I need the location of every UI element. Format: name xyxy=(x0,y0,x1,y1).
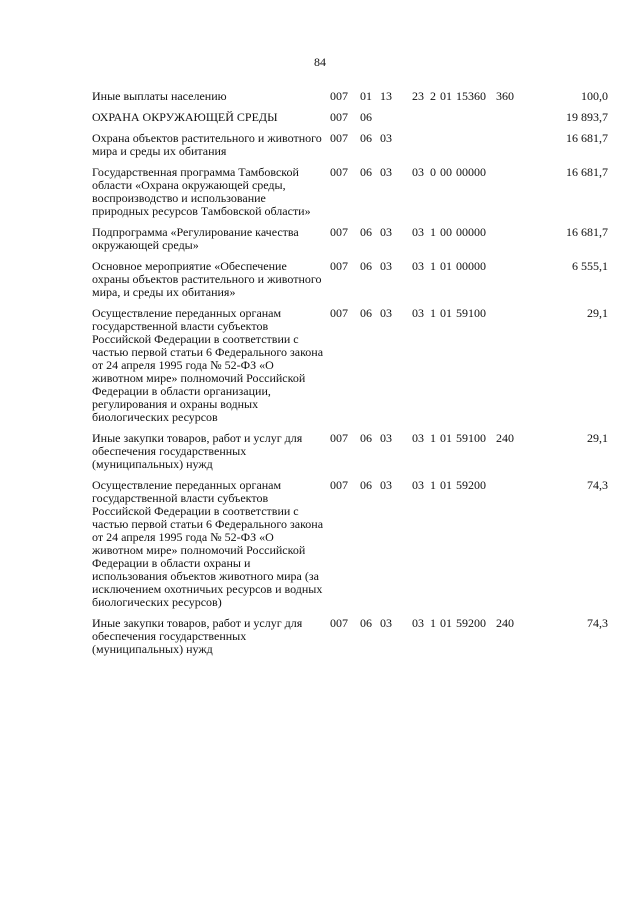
row-name: Государственная программа Тамбовской области «Охрана окружающей среды, воспроизводство и использование природных ресурсов Тамбовской области» xyxy=(92,165,311,218)
row-name: ОХРАНА ОКРУЖАЮЩЕЙ СРЕДЫ xyxy=(92,110,278,124)
table-row xyxy=(84,428,608,475)
row-target-event-code: 01 xyxy=(440,259,452,273)
row-target-subprogram-code: 1 xyxy=(430,225,436,239)
row-ved-code: 007 xyxy=(330,306,348,320)
row-subsection-code: 03 xyxy=(380,225,392,239)
row-target-direction-code: 15360 xyxy=(456,89,486,103)
row-ved-code: 007 xyxy=(330,131,348,145)
row-target-program-code: 03 xyxy=(412,306,424,320)
row-target-direction-code: 59100 xyxy=(456,431,486,445)
row-subsection-code xyxy=(376,107,412,128)
row-target-event-code: 01 xyxy=(440,431,452,445)
row-amount: 16 681,7 xyxy=(566,165,608,179)
row-section-code: 06 xyxy=(360,478,372,492)
row-target-subprogram-code: 2 xyxy=(430,89,436,103)
table-row xyxy=(84,86,608,107)
row-name: Осуществление переданных органам государственной власти субъектов Российской Федерации в соответствии с частью первой статьи 6 Федерального закона от 24 апреля 1995 года № 52-ФЗ «О животном мире» полномочий Российской Федерации в области охраны и использования объектов животного мира (за исключением охотничьих ресурсов и водных биологических ресурсов) xyxy=(92,478,324,609)
row-amount: 29,1 xyxy=(587,306,608,320)
row-section-code: 01 xyxy=(360,89,372,103)
row-target-event-code: 01 xyxy=(440,306,452,320)
row-name: Подпрограмма «Регулирование качества окружающей среды» xyxy=(92,225,299,252)
row-amount: 6 555,1 xyxy=(572,259,608,273)
table-row xyxy=(84,303,608,428)
row-ved-code: 007 xyxy=(330,165,348,179)
row-target-subprogram-code: 1 xyxy=(430,431,436,445)
row-target-program-code: 03 xyxy=(412,259,424,273)
row-target-direction-code: 00000 xyxy=(456,259,486,273)
table-row xyxy=(84,107,608,128)
row-amount: 29,1 xyxy=(587,431,608,445)
row-target-program-code xyxy=(412,128,430,162)
row-target-direction-code xyxy=(456,107,496,128)
row-name: Иные закупки товаров, работ и услуг для обеспечения государственных (муниципальных) нужд xyxy=(92,431,303,471)
row-amount: 74,3 xyxy=(587,616,608,630)
table-row xyxy=(84,475,608,613)
row-target-event-code: 01 xyxy=(440,616,452,630)
row-target-program-code: 03 xyxy=(412,165,424,179)
table-body xyxy=(84,86,608,660)
row-expense-type-code xyxy=(496,475,526,613)
row-subsection-code: 03 xyxy=(380,259,392,273)
row-subsection-code: 03 xyxy=(380,306,392,320)
row-target-program-code: 03 xyxy=(412,616,424,630)
budget-table xyxy=(84,86,608,660)
row-ved-code: 007 xyxy=(330,110,348,124)
row-expense-type-code xyxy=(496,128,526,162)
row-subsection-code: 03 xyxy=(380,131,392,145)
table-row xyxy=(84,162,608,222)
row-name: Иные выплаты населению xyxy=(92,89,227,103)
row-subsection-code: 03 xyxy=(380,165,392,179)
row-section-code: 06 xyxy=(360,131,372,145)
row-target-subprogram-code: 1 xyxy=(430,478,436,492)
row-target-direction-code: 00000 xyxy=(456,165,486,179)
row-target-event-code xyxy=(440,107,456,128)
row-subsection-code: 03 xyxy=(380,431,392,445)
row-target-subprogram-code: 0 xyxy=(430,165,436,179)
row-section-code: 06 xyxy=(360,616,372,630)
row-section-code: 06 xyxy=(360,431,372,445)
row-target-program-code xyxy=(412,107,430,128)
row-amount: 16 681,7 xyxy=(566,131,608,145)
row-target-subprogram-code: 1 xyxy=(430,616,436,630)
row-target-program-code: 03 xyxy=(412,225,424,239)
row-name: Основное мероприятие «Обеспечение охраны объектов растительного и животного мира, и среды их обитания» xyxy=(92,259,322,299)
table-row xyxy=(84,613,608,660)
row-target-direction-code: 59200 xyxy=(456,616,486,630)
row-ved-code: 007 xyxy=(330,478,348,492)
row-amount: 100,0 xyxy=(581,89,608,103)
row-target-direction-code: 59200 xyxy=(456,478,486,492)
row-expense-type-code xyxy=(496,107,526,128)
row-target-subprogram-code xyxy=(430,128,440,162)
row-ved-code: 007 xyxy=(330,225,348,239)
row-subsection-code: 03 xyxy=(380,616,392,630)
row-section-code: 06 xyxy=(360,225,372,239)
row-target-event-code xyxy=(440,128,456,162)
row-target-subprogram-code: 1 xyxy=(430,306,436,320)
row-target-program-code: 03 xyxy=(412,431,424,445)
row-expense-type-code xyxy=(496,162,526,222)
row-name: Осуществление переданных органам государственной власти субъектов Российской Федерации в соответствии с частью первой статьи 6 Федерального закона от 24 апреля 1995 года № 52-ФЗ «О животном мире» полномочий Российской Федерации в области организации, регулирования и охраны водных биологических ресурсов xyxy=(92,306,324,424)
table-row xyxy=(84,222,608,256)
table-row xyxy=(84,256,608,303)
page-number: 84 xyxy=(314,55,326,69)
row-name: Охрана объектов растительного и животного мира и среды их обитания xyxy=(92,131,322,158)
row-target-event-code: 00 xyxy=(440,165,452,179)
row-section-code: 06 xyxy=(360,110,372,124)
row-target-direction-code xyxy=(456,128,496,162)
row-target-subprogram-code: 1 xyxy=(430,259,436,273)
row-expense-type-code: 360 xyxy=(496,89,514,103)
row-ved-code: 007 xyxy=(330,259,348,273)
row-expense-type-code: 240 xyxy=(496,616,514,630)
row-expense-type-code xyxy=(496,256,526,303)
row-target-subprogram-code xyxy=(430,107,440,128)
row-ved-code: 007 xyxy=(330,89,348,103)
row-subsection-code: 03 xyxy=(380,478,392,492)
row-name: Иные закупки товаров, работ и услуг для обеспечения государственных (муниципальных) нужд xyxy=(92,616,303,656)
row-section-code: 06 xyxy=(360,259,372,273)
row-target-event-code: 01 xyxy=(440,478,452,492)
row-target-event-code: 00 xyxy=(440,225,452,239)
row-amount: 16 681,7 xyxy=(566,225,608,239)
row-target-program-code: 03 xyxy=(412,478,424,492)
row-target-program-code: 23 xyxy=(412,89,424,103)
row-target-event-code: 01 xyxy=(440,89,452,103)
row-target-direction-code: 59100 xyxy=(456,306,486,320)
row-section-code: 06 xyxy=(360,306,372,320)
row-ved-code: 007 xyxy=(330,616,348,630)
row-amount: 74,3 xyxy=(587,478,608,492)
row-target-direction-code: 00000 xyxy=(456,225,486,239)
table-row xyxy=(84,128,608,162)
row-section-code: 06 xyxy=(360,165,372,179)
row-expense-type-code: 240 xyxy=(496,431,514,445)
row-subsection-code: 13 xyxy=(380,89,392,103)
row-expense-type-code xyxy=(496,303,526,428)
row-amount: 19 893,7 xyxy=(566,110,608,124)
row-ved-code: 007 xyxy=(330,431,348,445)
row-expense-type-code xyxy=(496,222,526,256)
